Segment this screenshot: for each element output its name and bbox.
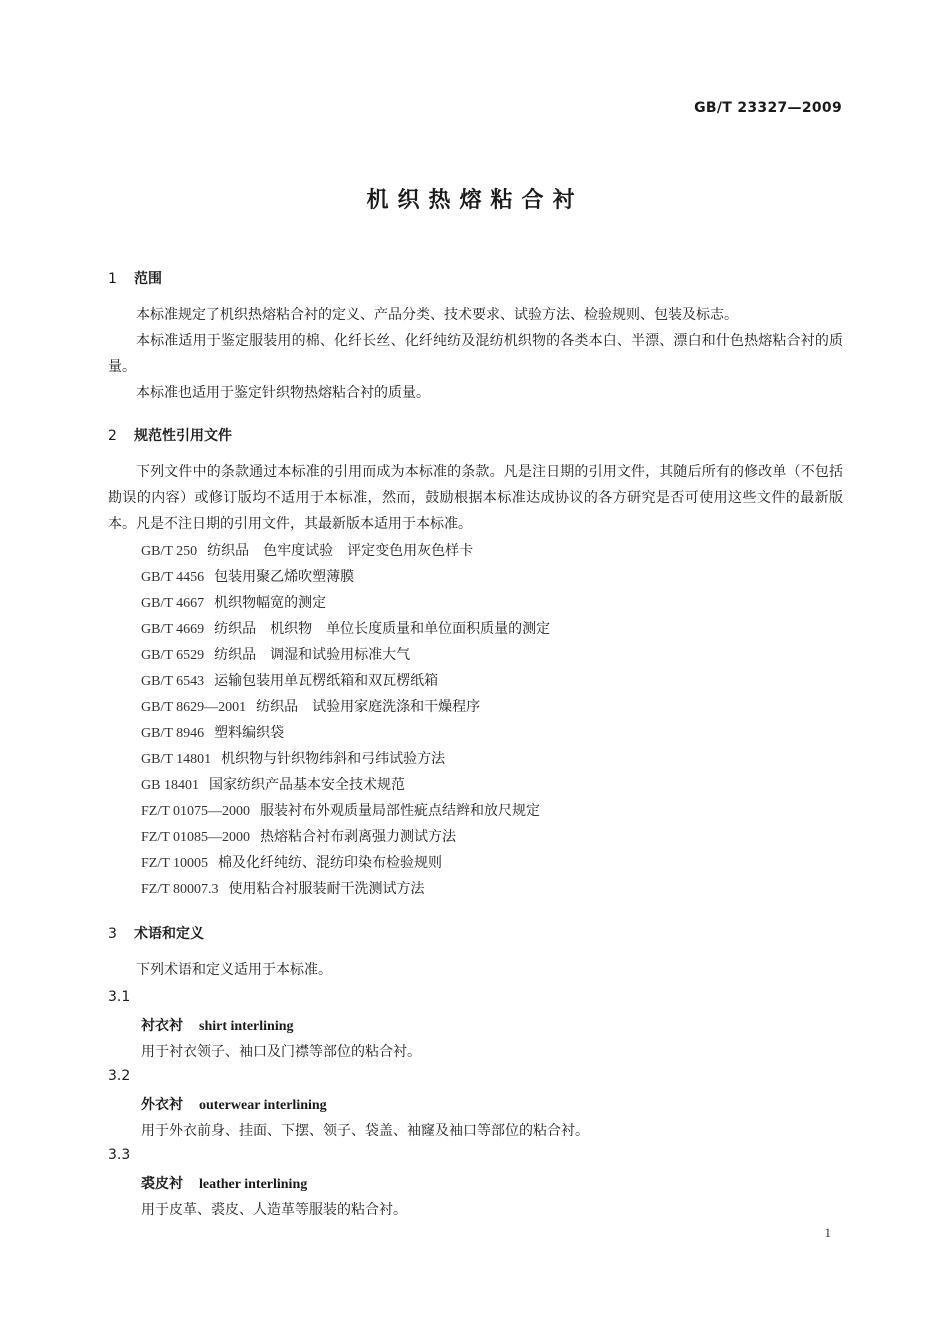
reference-item: [141, 694, 480, 721]
reference-title: 机织物与针织物纬斜和弓纬试验方法: [221, 751, 446, 767]
document-title: 机织热熔粘合衬: [366, 188, 584, 213]
reference-code: GB/T 8946: [141, 726, 205, 741]
term-entry: [141, 1173, 307, 1193]
reference-code: GB/T 6529: [141, 648, 205, 663]
reference-title: 热熔粘合衬布剥离强力测试方法: [260, 829, 457, 845]
paragraph: 本标准规定了机织热熔粘合衬的定义、产品分类、技术要求、试验方法、检验规则、包装及标志。: [136, 307, 738, 323]
reference-code: FZ/T 01075—2000: [141, 804, 251, 819]
page-number: 1: [824, 1225, 831, 1240]
reference-code: GB/T 8629—2001: [141, 700, 247, 715]
reference-code: GB 18401: [141, 778, 199, 793]
reference-title: 纺织品 机织物 单位长度质量和单位面积质量的测定: [214, 621, 551, 637]
paragraph: 本标准适用于鉴定服装用的棉、化纤长丝、化纤纯纺及混纺机织物的各类本白、半漂、漂白和什色热熔粘合衬的质量。: [108, 333, 843, 375]
section-3-heading: [108, 923, 204, 943]
section-1-heading: [108, 268, 162, 288]
reference-code: FZ/T 01085—2000: [141, 830, 251, 845]
paragraph: 本标准也适用于鉴定针织物热熔粘合衬的质量。: [136, 385, 430, 401]
term-definition: 用于外衣前身、挂面、下摆、领子、袋盖、袖窿及袖口等部位的粘合衬。: [141, 1123, 589, 1139]
reference-code: GB/T 250: [141, 544, 198, 559]
reference-title: 包装用聚乙烯吹塑薄膜: [214, 569, 355, 585]
reference-title: 棉及化纤纯纺、混纺印染布检验规则: [218, 855, 443, 871]
reference-code: FZ/T 10005: [141, 856, 209, 871]
reference-title: 运输包装用单瓦楞纸箱和双瓦楞纸箱: [214, 673, 439, 689]
reference-code: FZ/T 80007.3: [141, 882, 219, 897]
reference-item: [141, 772, 405, 799]
reference-item: [141, 850, 442, 877]
reference-item: [141, 616, 550, 643]
reference-title: 服装衬布外观质量局部性疵点结辫和放尺规定: [260, 803, 541, 819]
section-title: 范围: [134, 271, 162, 287]
paragraph: 下列文件中的条款通过本标准的引用而成为本标准的条款。凡是注日期的引用文件，其随后所有的修改单（不包括勘误的内容）或修订版均不适用于本标准，然而，鼓励根据本标准达成协议的各方研究是否可使用这些文件的最新版本。凡是不注日期的引用文件，其最新版本适用于本标准。: [108, 464, 843, 532]
section-2-heading: [108, 425, 232, 445]
term-chinese: 裘皮衬: [141, 1176, 183, 1192]
paragraph: 下列术语和定义适用于本标准。: [136, 962, 332, 978]
reference-code: GB/T 4456: [141, 570, 205, 585]
reference-title: 使用粘合衬服装耐干洗测试方法: [228, 881, 425, 897]
reference-code: GB/T 4669: [141, 622, 205, 637]
section-number: 2: [108, 428, 117, 444]
reference-item: [141, 720, 284, 747]
reference-item: [141, 668, 438, 695]
reference-item: [141, 746, 445, 773]
term-chinese: 衬衣衬: [141, 1018, 183, 1034]
reference-item: [141, 876, 425, 903]
term-entry: [141, 1015, 294, 1035]
reference-title: 国家纺织产品基本安全技术规范: [208, 777, 405, 793]
reference-code: GB/T 6543: [141, 674, 205, 689]
reference-item: [141, 798, 540, 825]
term-english: leather interlining: [199, 1177, 308, 1192]
standard-number: GB/T 23327—2009: [694, 100, 842, 116]
term-english: shirt interlining: [199, 1019, 294, 1034]
reference-code: GB/T 4667: [141, 596, 205, 611]
section-title: 术语和定义: [134, 926, 204, 942]
term-english: outerwear interlining: [199, 1098, 327, 1113]
reference-item: [141, 824, 456, 851]
section-title: 规范性引用文件: [134, 428, 232, 444]
term-definition: 用于衬衣领子、袖口及门襟等部位的粘合衬。: [141, 1044, 421, 1060]
reference-title: 纺织品 调湿和试验用标准大气: [214, 647, 411, 663]
reference-item: [141, 642, 410, 669]
section-number: 3: [108, 926, 117, 942]
reference-title: 纺织品 色牢度试验 评定变色用灰色样卡: [207, 543, 474, 559]
term-definition: 用于皮革、裘皮、人造革等服装的粘合衬。: [141, 1202, 407, 1218]
reference-title: 机织物幅宽的测定: [214, 595, 327, 611]
reference-item: [141, 590, 326, 617]
term-entry: [141, 1094, 327, 1114]
reference-title: 塑料编织袋: [214, 725, 285, 741]
reference-item: [141, 564, 354, 591]
section-number: 1: [108, 271, 117, 287]
reference-item: [141, 538, 473, 565]
term-number: 3.1: [108, 989, 131, 1005]
term-number: 3.2: [108, 1068, 131, 1084]
term-chinese: 外衣衬: [141, 1097, 183, 1113]
reference-title: 纺织品 试验用家庭洗涤和干燥程序: [256, 699, 481, 715]
term-number: 3.3: [108, 1147, 131, 1163]
reference-code: GB/T 14801: [141, 752, 212, 767]
